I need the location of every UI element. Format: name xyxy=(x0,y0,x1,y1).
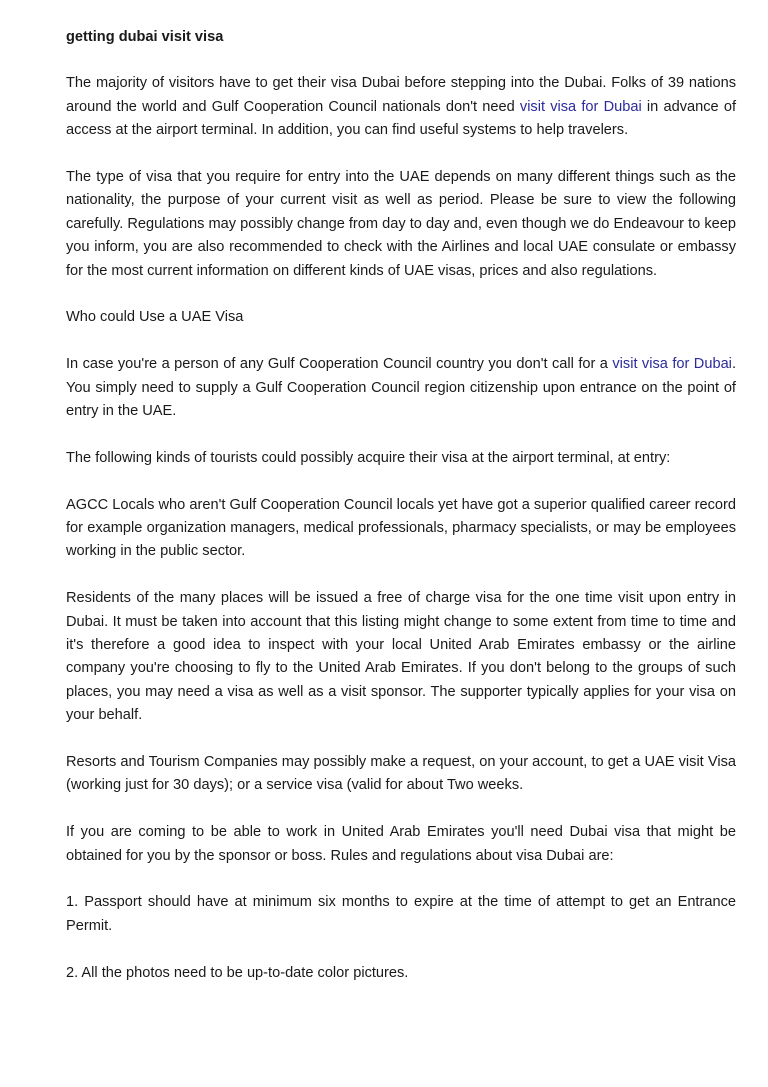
section-heading-who-could-use: Who could Use a UAE Visa xyxy=(66,309,244,326)
visit-visa-link-1[interactable]: visit visa for Dubai xyxy=(519,98,642,115)
paragraph-gcc xyxy=(66,353,736,423)
visit-visa-link-2[interactable]: visit visa for Dubai xyxy=(612,356,732,373)
paragraph-gcc-text-after: . You simply need to supply a Gulf Cooperation Council region citizenship upon entrance on the point of entry in the UAE. xyxy=(66,356,736,420)
paragraph-intro-text-after: in advance of access at the airport terminal. In addition, you can find useful systems to help travelers. xyxy=(66,98,736,139)
paragraph-work: If you are coming to be able to work in United Arab Emirates you'll need Dubai visa that might be obtained for you by the sponsor or boss. Rules and regulations about visa Dubai are: xyxy=(66,824,736,864)
paragraph-tourists: The following kinds of tourists could possibly acquire their visa at the airport terminal, at entry: xyxy=(66,449,671,466)
list-item-passport: 1. Passport should have at minimum six months to expire at the time of attempt to get an Entrance Permit. xyxy=(66,894,736,934)
paragraph-intro-text-before: The majority of visitors have to get their visa Dubai before stepping into the Dubai. Folks of 39 nations around the world and Gulf Cooperation Council nationals don't need xyxy=(66,75,736,115)
paragraph-visa-type: The type of visa that you require for entry into the UAE depends on many different things such as the nationality, the purpose of your current visit as well as period. Please be sure to view the following carefully. Regulations may possibly change from day to day and, even though we do Endeavour to keep you inform, you are also recommended to check with the Airlines and local UAE consulate or embassy for the most current information on different kinds of UAE visas, prices and also regulations. xyxy=(66,169,736,279)
list-item-photos: 2. All the photos need to be up-to-date color pictures. xyxy=(66,964,409,981)
document-page xyxy=(66,26,736,1008)
paragraph-intro xyxy=(66,72,736,142)
paragraph-residents: Residents of the many places will be issued a free of charge visa for the one time visit upon entry in Dubai. It must be taken into account that this listing might change to some extent from time to time and it's therefore a good idea to inspect with your local United Arab Emirates embassy or the airline company you're choosing to fly to the United Arab Emirates. If you don't belong to the groups of such places, you may need a visa as well as a visit sponsor. The supporter typically applies for your visa on your behalf. xyxy=(66,590,736,724)
paragraph-gcc-text-before: In case you're a person of any Gulf Cooperation Council country you don't call for a xyxy=(66,356,613,373)
paragraph-resorts: Resorts and Tourism Companies may possibly make a request, on your account, to get a UAE visit Visa (working just for 30 days); or a service visa (valid for about Two weeks. xyxy=(66,754,736,794)
document-title: getting dubai visit visa xyxy=(66,29,224,45)
paragraph-agcc: AGCC Locals who aren't Gulf Cooperation Council locals yet have got a superior qualified career record for example organization managers, medical professionals, pharmacy specialists, or may be employees working in the public sector. xyxy=(66,496,736,560)
